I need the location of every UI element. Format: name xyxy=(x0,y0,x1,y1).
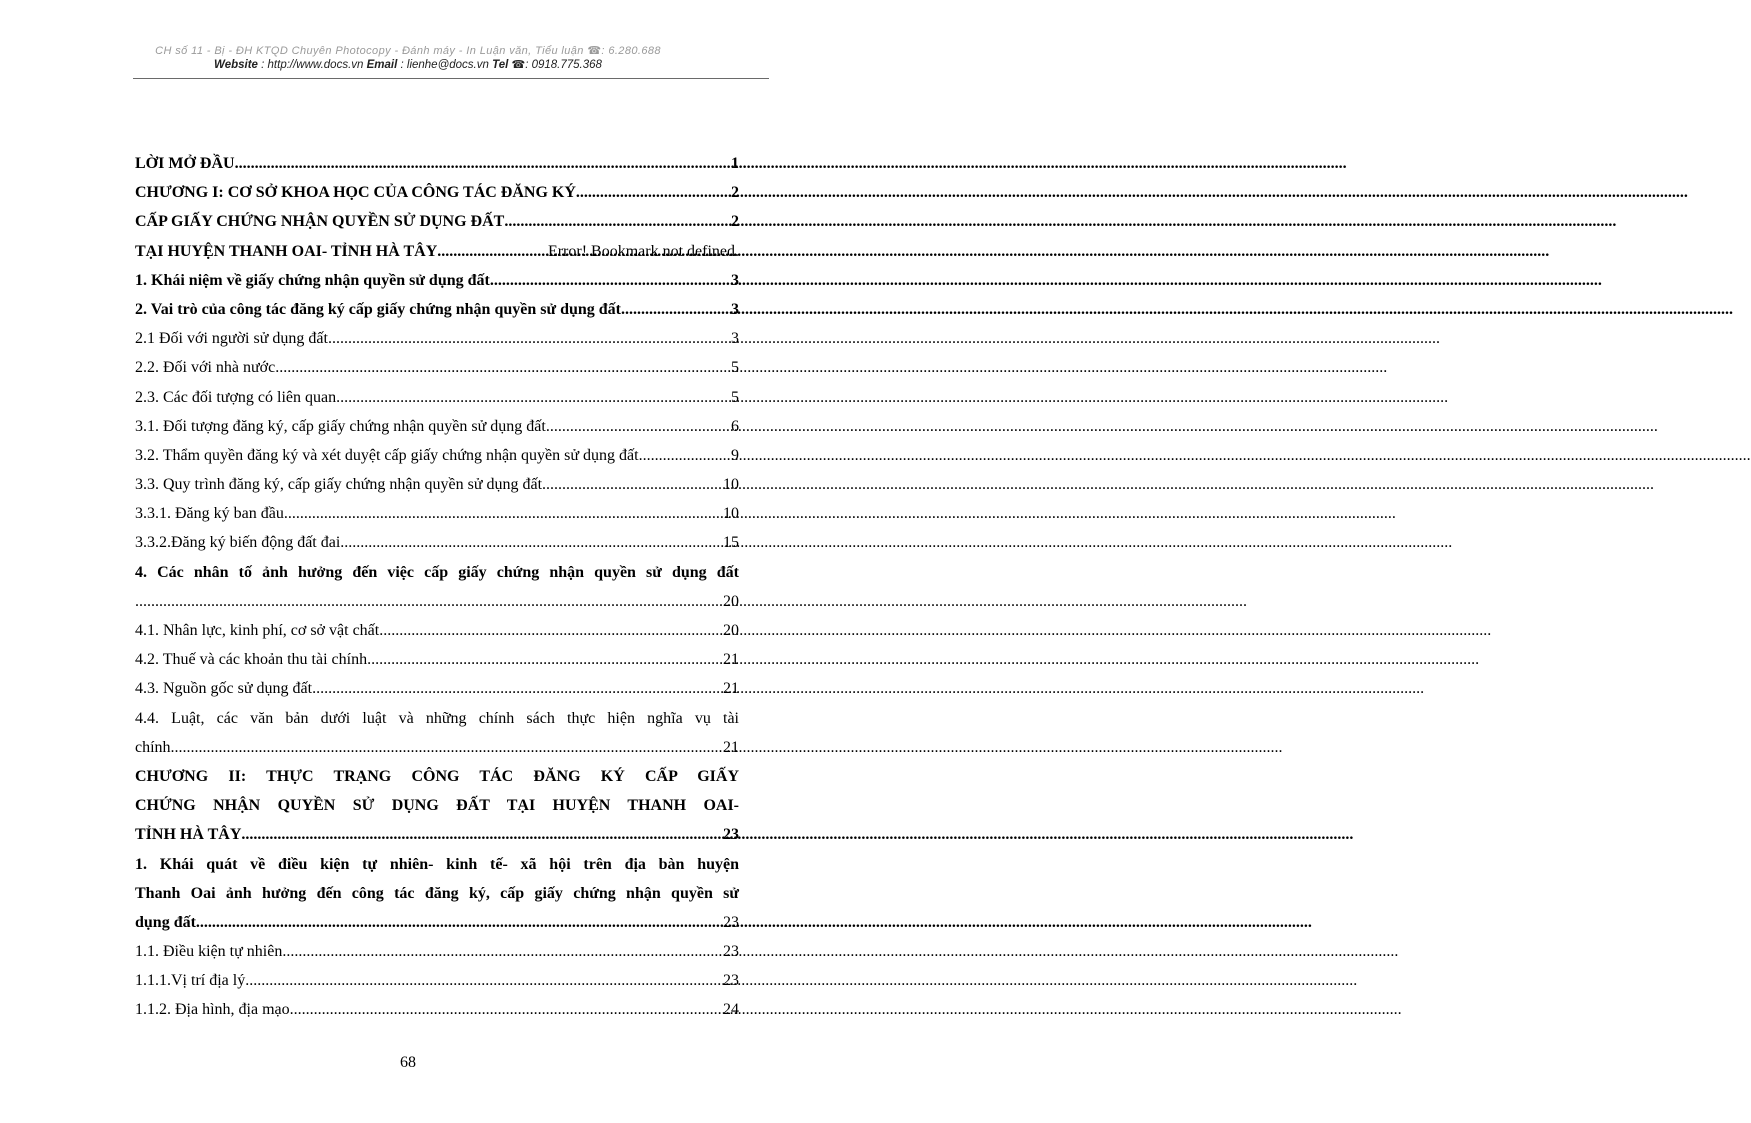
toc-dot-leader xyxy=(284,499,722,528)
toc-entry-title: 3.3.1. Đăng ký ban đầu xyxy=(135,505,284,523)
toc-entry-title: TẠI HUYỆN THANH OAI- TỈNH HÀ TÂY xyxy=(135,242,438,260)
toc-entry-page: 23 xyxy=(723,913,739,931)
toc-entry[interactable] xyxy=(135,178,739,207)
toc-entry-title: 2.2. Đối với nhà nước xyxy=(135,359,276,377)
toc-entry-page: 20 xyxy=(723,622,739,639)
toc-entry-title: 1.1. Điều kiện tự nhiên. xyxy=(135,943,287,961)
tel-label: Tel xyxy=(492,59,509,71)
toc-dot-leader xyxy=(639,441,730,470)
toc-entry[interactable] xyxy=(135,966,739,995)
toc-entry-page: 24 xyxy=(723,1001,739,1019)
toc-entry-title: 2. Vai trò của công tác đăng ký cấp giấy chứng nhận quyền sử dụng đất xyxy=(135,300,621,318)
toc-dot-leader xyxy=(286,937,722,966)
toc-entry-title: 4.1. Nhân lực, kinh phí, cơ sở vật chất xyxy=(135,622,380,639)
toc-entry[interactable] xyxy=(135,674,739,703)
toc-entry-title: dụng đất. xyxy=(135,913,200,931)
toc-entry-title: 1.1.1.Vị trí địa lý xyxy=(135,972,246,990)
toc-entry-title: 3.3.2.Đăng ký biến động đất đai xyxy=(135,534,341,552)
toc-entry-title: 2.3. Các đối tượng có liên quan xyxy=(135,388,337,406)
toc-dot-leader xyxy=(490,266,730,295)
toc-dot-leader xyxy=(576,178,730,207)
toc-entry-page: 5 xyxy=(731,359,739,377)
header-shop-text: CH số 11 - Bị - ĐH KTQD Chuyên Photocopy - Đánh máy - In Luận văn, Tiểu luận xyxy=(155,45,584,57)
toc-dot-leader xyxy=(275,353,730,382)
toc-entry[interactable] xyxy=(135,383,739,412)
toc-entry[interactable] xyxy=(135,266,739,295)
toc-entry-page: 2 xyxy=(731,213,739,231)
toc-entry-page: 10 xyxy=(723,476,739,494)
toc-entry[interactable]: 4.4. Luật, các văn bản dưới luật và những chính sách thực hiện nghĩa vụ tài xyxy=(135,709,739,727)
toc-entry-title: 4.2. Thuế và các khoản thu tài chính xyxy=(135,651,368,669)
toc-entry-title: CHƯƠNG I: CƠ SỞ KHOA HỌC CỦA CÔNG TÁC ĐĂNG KÝ xyxy=(135,184,576,202)
toc-entry[interactable] xyxy=(135,733,739,762)
toc-entry-page: 23 xyxy=(723,972,739,990)
email-value[interactable]: : lienhe@docs.vn xyxy=(400,59,489,71)
tel-value: : 0918.775.368 xyxy=(525,59,602,71)
toc-entry[interactable]: CHỨNG NHẬN QUYỀN SỬ DỤNG ĐẤT TẠI HUYỆN THANH OAI- xyxy=(135,797,739,815)
toc-entry-page: 3 xyxy=(731,271,739,289)
toc-entry-title: 1.1.2. Địa hình, địa mạo xyxy=(135,1001,290,1019)
toc-entry[interactable] xyxy=(135,937,739,966)
website-label: Website xyxy=(214,59,258,71)
toc-dot-leader xyxy=(621,295,730,324)
toc-dot-leader xyxy=(437,237,548,266)
toc-dot-leader xyxy=(171,733,722,762)
toc-dot-leader xyxy=(328,324,730,353)
toc-entry-page: 9 xyxy=(731,446,739,464)
page-header xyxy=(0,44,816,72)
toc-entry[interactable] xyxy=(135,645,739,674)
toc-entry[interactable] xyxy=(135,353,739,382)
toc-entry-title: TỈNH HÀ TÂY xyxy=(135,826,242,844)
toc-entry[interactable] xyxy=(135,616,739,645)
email-label: Email xyxy=(366,59,398,71)
toc-entry[interactable] xyxy=(135,237,739,266)
toc-entry[interactable] xyxy=(135,441,739,470)
toc-dot-leader xyxy=(340,528,722,557)
toc-entry[interactable] xyxy=(135,207,739,236)
toc-dot-leader xyxy=(245,966,722,995)
toc-entry-page: 23 xyxy=(723,943,739,961)
toc-entry-page: 23 xyxy=(723,826,739,844)
toc-entry[interactable] xyxy=(135,295,739,324)
toc-entry-page: 20 xyxy=(723,592,739,610)
table-of-contents xyxy=(135,149,739,1025)
toc-entry[interactable] xyxy=(135,908,739,937)
toc-entry-page: 2 xyxy=(731,184,739,202)
toc-entry[interactable] xyxy=(135,587,739,616)
toc-entry-title: 4.3. Nguồn gốc sử dụng đất xyxy=(135,680,313,698)
phone-icon: ☎ xyxy=(511,59,526,71)
toc-entry-page: 10 xyxy=(723,505,739,523)
toc-entry[interactable] xyxy=(135,528,739,557)
toc-entry-page: 3 xyxy=(731,300,739,318)
toc-entry-title: 3.1. Đối tượng đăng ký, cấp giấy chứng nhận quyền sử dụng đất xyxy=(135,417,546,435)
toc-entry[interactable] xyxy=(135,995,739,1024)
toc-entry[interactable]: 1. Khái quát về điều kiện tự nhiên- kinh tế- xã hội trên địa bàn huyện xyxy=(135,855,739,873)
toc-entry-page: 21 xyxy=(723,651,739,669)
toc-dot-leader xyxy=(290,995,722,1024)
toc-dot-leader xyxy=(235,149,730,178)
toc-entry-title: 1. Khái niệm về giấy chứng nhận quyền sử dụng đất xyxy=(135,271,490,289)
toc-dot-leader xyxy=(546,412,730,441)
toc-dot-leader xyxy=(504,207,730,236)
toc-entry[interactable] xyxy=(135,149,739,178)
page-number: 68 xyxy=(400,1054,416,1071)
toc-entry-page: 5 xyxy=(731,388,739,406)
toc-entry[interactable]: 4. Các nhân tố ảnh hưởng đến việc cấp giấy chứng nhận quyền sử dụng đất xyxy=(135,563,739,581)
toc-dot-leader xyxy=(379,616,722,645)
toc-entry-page: 3 xyxy=(731,330,739,348)
toc-dot-leader xyxy=(135,587,722,616)
toc-dot-leader xyxy=(542,470,722,499)
toc-entry-page: 21 xyxy=(723,738,739,756)
toc-entry-title: CẤP GIẤY CHỨNG NHẬN QUYỀN SỬ DỤNG ĐẤT xyxy=(135,213,505,231)
toc-entry-title: 2.1 Đối với người sử dụng đất xyxy=(135,330,328,348)
toc-entry[interactable]: CHƯƠNG II: THỰC TRẠNG CÔNG TÁC ĐĂNG KÝ CẤP GIẤY xyxy=(135,767,739,785)
toc-entry[interactable]: Thanh Oai ảnh hưởng đến công tác đăng ký, cấp giấy chứng nhận quyền sử xyxy=(135,884,739,902)
header-contact-line xyxy=(0,58,816,72)
toc-entry[interactable] xyxy=(135,820,739,849)
toc-entry-title: 3.3. Quy trình đăng ký, cấp giấy chứng nhận quyền sử dụng đất xyxy=(135,476,543,494)
toc-entry[interactable] xyxy=(135,470,739,499)
header-shop-line xyxy=(0,44,816,58)
header-divider xyxy=(133,78,769,79)
toc-entry-title: LỜI MỞ ĐẦU xyxy=(135,155,235,172)
toc-entry-page: 6 xyxy=(731,417,739,435)
phone-icon: ☎ xyxy=(587,45,602,57)
toc-dot-leader xyxy=(367,645,722,674)
website-url[interactable]: : http://www.docs.vn xyxy=(261,59,364,71)
toc-entry[interactable] xyxy=(135,324,739,353)
toc-dot-leader xyxy=(200,908,722,937)
toc-dot-leader xyxy=(336,383,730,412)
toc-dot-leader xyxy=(312,674,722,703)
toc-entry-title: 3.2. Thẩm quyền đăng ký và xét duyệt cấp giấy chứng nhận quyền sử dụng đất xyxy=(135,446,639,464)
toc-entry-title: chính xyxy=(135,738,171,756)
toc-entry[interactable] xyxy=(135,412,739,441)
header-shop-phone: : 6.280.688 xyxy=(601,45,661,57)
toc-entry-page: 21 xyxy=(723,680,739,698)
toc-entry-page: Error! Bookmark not defined. xyxy=(547,242,739,260)
toc-entry[interactable] xyxy=(135,499,739,528)
toc-entry-page: 15 xyxy=(723,534,739,552)
toc-entry-page: 1 xyxy=(731,155,739,172)
toc-dot-leader xyxy=(241,820,722,849)
